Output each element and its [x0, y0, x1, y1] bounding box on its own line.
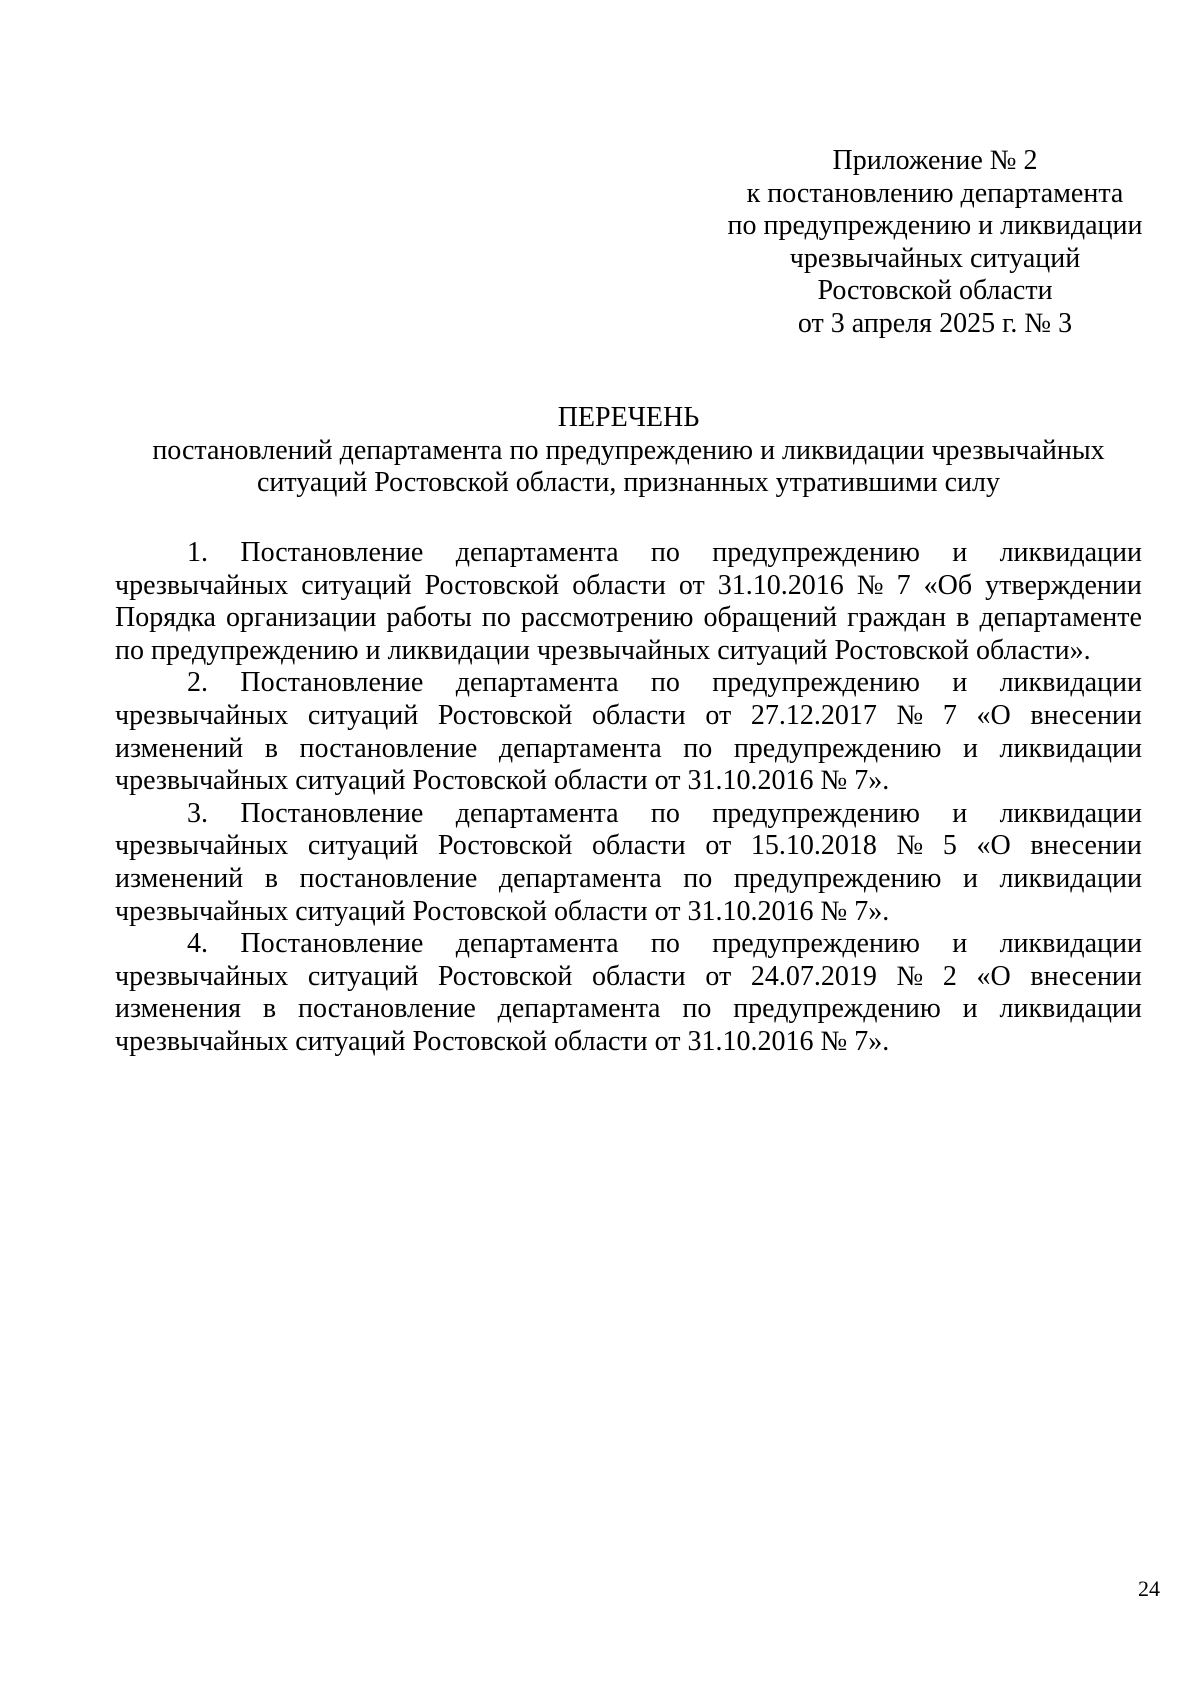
item-line: чрезвычайных ситуаций Ростовской области от 27.12.2017 № 7 «О внесении — [115, 699, 1142, 731]
item-line: 3. Постановление департамента по предупреждению и ликвидации — [187, 797, 1142, 829]
appendix-line: Ростовской области — [817, 275, 1053, 307]
item-line: Порядка организации работы по рассмотрению обращений граждан в департаменте — [115, 602, 1142, 634]
item-line: чрезвычайных ситуаций Ростовской области от 15.10.2018 № 5 «О внесении — [115, 830, 1142, 862]
document-title — [115, 402, 1142, 500]
items-list — [115, 537, 1142, 1059]
title-subtitle-line: постановлений департамента по предупреждению и ликвидации чрезвычайных — [152, 434, 1105, 466]
item-line: чрезвычайных ситуаций Ростовской области от 31.10.2016 № 7 «Об утверждении — [115, 569, 1142, 601]
item-line: 2. Постановление департамента по предупреждению и ликвидации — [187, 667, 1142, 699]
appendix-line: Приложение № 2 — [832, 145, 1038, 176]
appendix-header — [700, 145, 1170, 341]
item-line: 4. Постановление департамента по предупреждению и ликвидации — [187, 928, 1142, 960]
appendix-line: чрезвычайных ситуаций — [789, 242, 1081, 274]
page-number: 24 — [1138, 1576, 1160, 1601]
item-line: чрезвычайных ситуаций Ростовской области от 31.10.2016 № 7». — [115, 1025, 890, 1057]
title-subtitle-line: ситуаций Ростовской области, признанных утратившими силу — [257, 467, 1000, 499]
item-line: по предупреждению и ликвидации чрезвычайных ситуаций Ростовской области». — [115, 634, 1091, 666]
list-item — [115, 928, 1142, 1058]
item-line: чрезвычайных ситуаций Ростовской области от 31.10.2016 № 7». — [115, 895, 890, 927]
title-heading: ПЕРЕЧЕНЬ — [557, 402, 700, 433]
list-item — [115, 798, 1142, 928]
item-line: изменений в постановление департамента по предупреждению и ликвидации — [115, 732, 1142, 764]
item-line: изменения в постановление департамента по предупреждению и ликвидации — [115, 993, 1142, 1025]
appendix-line: по предупреждению и ликвидации — [727, 210, 1143, 242]
item-line: чрезвычайных ситуаций Ростовской области от 24.07.2019 № 2 «О внесении — [115, 960, 1142, 992]
item-line: 1. Постановление департамента по предупреждению и ликвидации — [187, 537, 1142, 568]
item-line: изменений в постановление департамента по предупреждению и ликвидации — [115, 862, 1142, 894]
appendix-line: от 3 апреля 2025 г. № 3 — [797, 307, 1073, 339]
appendix-line: к постановлению департамента — [746, 177, 1124, 209]
list-item — [115, 667, 1142, 797]
list-item — [115, 537, 1142, 667]
item-line: чрезвычайных ситуаций Ростовской области от 31.10.2016 № 7». — [115, 765, 890, 797]
